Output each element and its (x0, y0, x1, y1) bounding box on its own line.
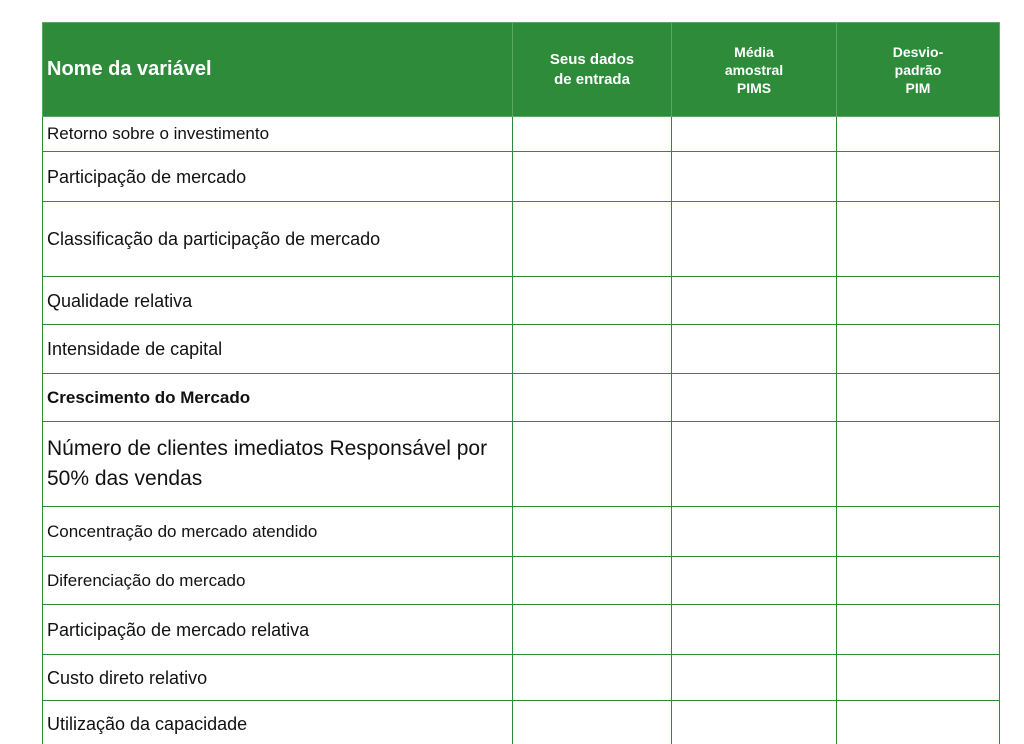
header-sd-line: padrão (894, 61, 942, 78)
std-dev-cell (837, 202, 1000, 277)
your-input-cell[interactable] (513, 507, 672, 557)
variable-name-cell: Concentração do mercado atendido (43, 507, 513, 557)
header-pim-std-dev (837, 23, 1000, 117)
variable-name-cell: Retorno sobre o investimento (43, 117, 513, 152)
std-dev-cell (837, 374, 1000, 422)
header-mean-line: amostral (724, 61, 784, 78)
table-row (43, 325, 1000, 374)
table-row (43, 655, 1000, 701)
sample-mean-cell (672, 374, 837, 422)
std-dev-cell (837, 557, 1000, 605)
variable-name-cell: Número de clientes imediatos Responsável por 50% das vendas (43, 422, 513, 507)
table-row (43, 374, 1000, 422)
variable-name-cell: Utilização da capacidade (43, 701, 513, 744)
table-row (43, 277, 1000, 325)
your-input-cell[interactable] (513, 701, 672, 744)
std-dev-cell (837, 655, 1000, 701)
variable-name-cell: Intensidade de capital (43, 325, 513, 374)
header-sd-line: PIM (905, 79, 931, 96)
header-variable-name: Nome da variável (43, 23, 513, 117)
sample-mean-cell (672, 507, 837, 557)
std-dev-cell (837, 117, 1000, 152)
header-mean-line: PIMS (736, 79, 772, 96)
std-dev-cell (837, 152, 1000, 202)
table-row (43, 117, 1000, 152)
your-input-cell[interactable] (513, 325, 672, 374)
header-sd-line: Desvio- (892, 43, 944, 60)
variable-name-cell: Participação de mercado relativa (43, 605, 513, 655)
sample-mean-cell (672, 422, 837, 507)
sample-mean-cell (672, 701, 837, 744)
your-input-cell[interactable] (513, 422, 672, 507)
std-dev-cell (837, 422, 1000, 507)
sample-mean-cell (672, 117, 837, 152)
variable-name-cell: Classificação da participação de mercado (43, 202, 513, 277)
your-input-cell[interactable] (513, 374, 672, 422)
sample-mean-cell (672, 277, 837, 325)
std-dev-cell (837, 605, 1000, 655)
header-your-input-line: de entrada (554, 70, 630, 88)
your-input-cell[interactable] (513, 605, 672, 655)
your-input-cell[interactable] (513, 117, 672, 152)
sample-mean-cell (672, 152, 837, 202)
table-row (43, 701, 1000, 744)
sample-mean-cell (672, 325, 837, 374)
your-input-cell[interactable] (513, 655, 672, 701)
variable-name-cell: Crescimento do Mercado (43, 374, 513, 422)
pims-variables-table (42, 22, 1000, 744)
table-row (43, 422, 1000, 507)
variable-name-cell: Custo direto relativo (43, 655, 513, 701)
table-row (43, 605, 1000, 655)
header-pims-sample-mean (672, 23, 837, 117)
your-input-cell[interactable] (513, 202, 672, 277)
std-dev-cell (837, 507, 1000, 557)
header-your-input-line: Seus dados (549, 50, 635, 68)
header-mean-line: Média (734, 43, 774, 60)
variable-name-cell: Participação de mercado (43, 152, 513, 202)
std-dev-cell (837, 277, 1000, 325)
sample-mean-cell (672, 202, 837, 277)
sample-mean-cell (672, 605, 837, 655)
std-dev-cell (837, 325, 1000, 374)
variable-name-cell: Diferenciação do mercado (43, 557, 513, 605)
std-dev-cell (837, 701, 1000, 744)
table-header-row (43, 23, 1000, 117)
table-row (43, 202, 1000, 277)
table-row (43, 557, 1000, 605)
variable-name-cell: Qualidade relativa (43, 277, 513, 325)
your-input-cell[interactable] (513, 557, 672, 605)
your-input-cell[interactable] (513, 277, 672, 325)
your-input-cell[interactable] (513, 152, 672, 202)
sample-mean-cell (672, 557, 837, 605)
table-row (43, 152, 1000, 202)
sample-mean-cell (672, 655, 837, 701)
header-your-input (513, 23, 672, 117)
table-row (43, 507, 1000, 557)
